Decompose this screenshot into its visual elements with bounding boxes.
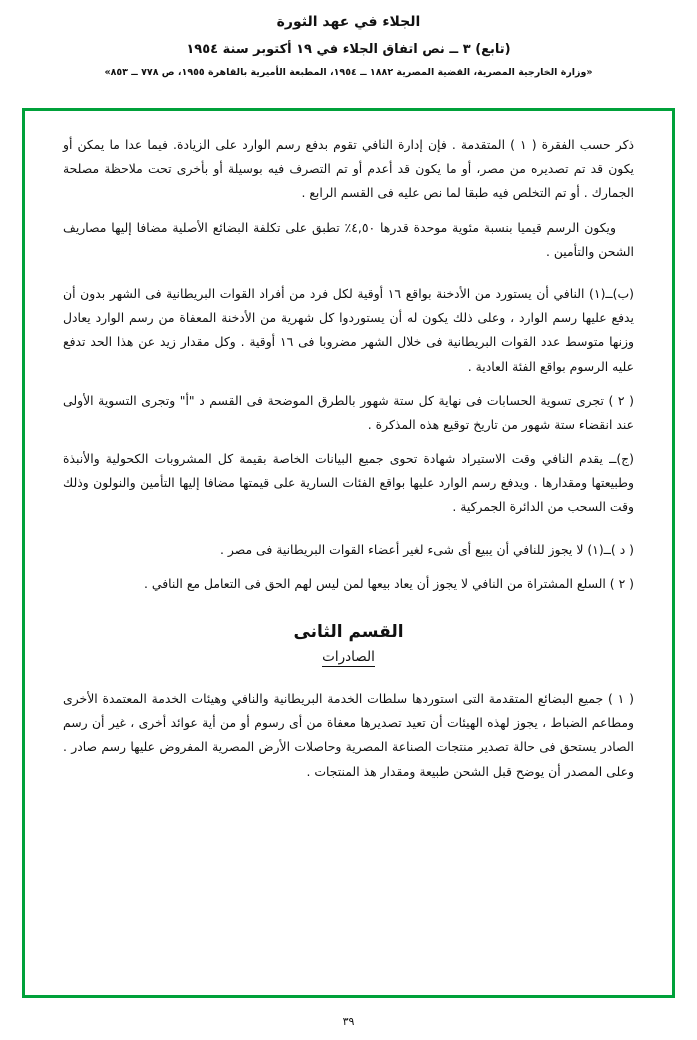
paragraph: (ج)ــ يقدم النافي وقت الاستيراد شهادة تحوى جميع البيانات الخاصة بقيمة كل المشروبات الكحولية والأنبذة وطبيعتها ومقدارها . ويدفع رسم الوارد عليها بواقع الفئات السارية على قيمتها مضافا إليها التأمين والنولون وذلك وقت السحب من الدائرة الجمركية . bbox=[63, 451, 634, 515]
page-number: ٣٩ bbox=[342, 1015, 355, 1028]
paragraph: ( ١ ) جميع البضائع المتقدمة التى استوردها سلطات الخدمة البريطانية والنافي وهيئات الخدمة المعتمدة الأخرى ومطاعم الضباط ، يجوز لهذه الهيئات أن تعيد تصديرها معفاة من أى رسوم أو من أية عوائد أخرى ، غير أن رسم الصادر يستحق فى حالة تصدير منتجات الصناعة المصرية وحاصلات الأرض المصرية المفروض عليها رسم صادر . وعلى المصدر أن يوضح قبل الشحن طبيعة ومقدار هذ المنتجات . bbox=[63, 691, 634, 779]
page-header bbox=[0, 0, 697, 78]
document-source-citation: «وزارة الخارجية المصرية، القضية المصرية ١٨٨٢ ــ ١٩٥٤، المطبعة الأميرية بالقاهرة ١٩٥٥، ص ٧٧٨ ــ ٨٥٣» bbox=[104, 67, 593, 78]
content-body bbox=[25, 111, 672, 995]
paragraph: ويكون الرسم قيميا بنسبة مئوية موحدة قدرها ٤,٥٠٪ تطبق على تكلفة البضائع الأصلية مضافا إليها مصاريف الشحن والتأمين . bbox=[63, 219, 634, 259]
section-subheading bbox=[63, 646, 634, 667]
document-subtitle: (تابع) ٣ ــ نص اتفاق الجلاء في ١٩ أكتوبر سنة ١٩٥٤ bbox=[186, 42, 511, 57]
spacer bbox=[63, 274, 634, 282]
content-frame bbox=[22, 108, 675, 998]
document-title: الجلاء في عهد الثورة bbox=[276, 14, 421, 30]
paragraph: ذكر حسب الفقرة ( ١ ) المتقدمة . فإن إدارة النافي تقوم بدفع رسم الوارد على الزيادة. فيما عدا ما يمكن أو يكون قد تم تصديره من مصر، أو ما يكون قد أعدم أو تم التصرف فيه بوسيلة أو بأخرى تحت ملاحظة مصلحة الجمارك . أو تم التخلص فيه طبقا لما نص عليه فى القسم الرابع . bbox=[63, 137, 634, 201]
section-heading bbox=[63, 622, 634, 642]
section-title: القسم الثانى bbox=[293, 622, 404, 642]
paragraph: ( ٢ ) تجرى تسوية الحسابات فى نهاية كل ستة شهور بالطرق الموضحة فى القسم د "أ" وتجرى التسوية الأولى عند انقضاء ستة شهور من تاريخ توقيع هذه المذكرة . bbox=[63, 392, 634, 432]
paragraph: (ب)ــ(١) النافي أن يستورد من الأدخنة بواقع ١٦ أوقية لكل فرد من أفراد القوات البريطانية فى الشهر بدون أن يدفع عليها رسم الوارد ، وعلى ذلك يكون له أن يستوردوا كل شهرية من الأدخنة المعفاة من رسم الوارد يعادل وزنها متوسط عدد القوات البريطانية فى خلال الشهر مضروبا فى ١٦ أوقية . وكل مقدار زيد عن هذا الحد تدفع عليه الرسوم بواقع الفئة العادية . bbox=[63, 285, 634, 374]
spacer bbox=[63, 530, 634, 538]
paragraph: ( د )ــ(١) لا يجوز للنافي أن يبيع أى شىء لغير أعضاء القوات البريطانية فى مصر . bbox=[219, 541, 634, 557]
section-subtitle: الصادرات bbox=[322, 649, 375, 665]
paragraph: ( ٢ ) السلع المشتراة من النافي لا يجوز أن يعاد بيعها لمن ليس لهم الحق فى التعامل مع النافي . bbox=[144, 575, 634, 591]
